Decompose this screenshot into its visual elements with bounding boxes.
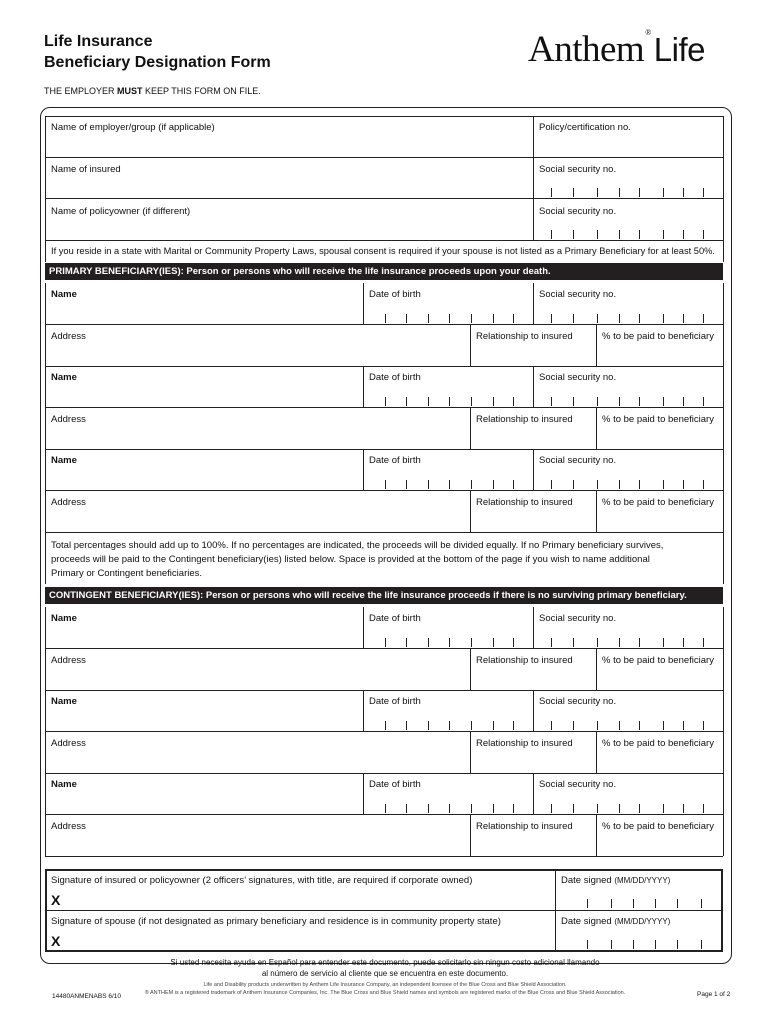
rule: [45, 731, 723, 732]
rule: [45, 532, 46, 584]
employer-note-post: KEEP THIS FORM ON FILE.: [142, 86, 261, 96]
address-label: Address: [51, 497, 86, 508]
rule: [470, 407, 471, 449]
percent-label: % to be paid to beneficiary: [602, 821, 714, 832]
rule: [723, 283, 724, 366]
date-of-birth-label: Date of birth: [369, 289, 421, 300]
name-label: Name: [51, 372, 77, 383]
form-frame: [40, 107, 732, 964]
rule: [45, 157, 723, 158]
rule: [470, 731, 471, 773]
rule: [45, 690, 723, 691]
rule: [470, 648, 471, 690]
insured-signature-field[interactable]: X: [51, 892, 61, 908]
rule: [533, 116, 534, 240]
community-property-note: If you reside in a state with Marital or Community Property Laws, spousal consent is required if your spouse is not listed as a Primary Beneficiary for at least 50%.: [51, 246, 715, 256]
name-label: Name: [51, 779, 77, 790]
rule: [723, 532, 724, 584]
percentages-note-line-3: Primary or Contingent beneficiaries.: [51, 568, 203, 579]
anthem-life-logo: [528, 28, 705, 71]
percentages-note-line-1: Total percentages should add up to 100%. If no percentages are indicated, the proceeds will be divided equally. If no Primary beneficiary survives,: [51, 540, 664, 551]
rule: [596, 324, 597, 366]
address-label: Address: [51, 331, 86, 342]
address-label: Address: [51, 414, 86, 425]
rule: [363, 283, 364, 324]
spanish-help-line-2: al número de servicio al cliente que se encuentra en este documento.: [261, 969, 509, 978]
rule: [723, 449, 724, 532]
date-of-birth-label: Date of birth: [369, 696, 421, 707]
spouse-signature-field[interactable]: X: [51, 933, 61, 949]
rule: [533, 366, 534, 407]
ssn-label: Social security no.: [539, 372, 617, 383]
title-line-1: Life Insurance: [44, 33, 153, 50]
relationship-label: Relationship to insured: [476, 414, 573, 425]
rule: [45, 532, 723, 533]
relationship-label: Relationship to insured: [476, 497, 573, 508]
date-of-birth-label: Date of birth: [369, 372, 421, 383]
primary-beneficiaries-heading: PRIMARY BENEFICIARY(IES): Person or persons who will receive the life insurance proceeds upon your death.: [45, 263, 723, 280]
date-signed-label: Date signed: [561, 875, 612, 886]
rule: [470, 814, 471, 856]
rule: [723, 607, 724, 690]
employer-name-label: Name of employer/group (if applicable): [51, 122, 215, 133]
date-format-label: (MM/DD/YYYY): [614, 917, 671, 926]
name-label: Name: [51, 613, 77, 624]
rule: [45, 324, 723, 325]
relationship-label: Relationship to insured: [476, 821, 573, 832]
contingent-beneficiaries-heading: CONTINGENT BENEFICIARY(IES): Person or persons who will receive the life insurance proceeds if there is no surviving primary beneficiary.: [45, 587, 723, 604]
rule: [45, 910, 723, 911]
address-label: Address: [51, 655, 86, 666]
rule: [596, 731, 597, 773]
percent-label: % to be paid to beneficiary: [602, 497, 714, 508]
rule: [45, 240, 723, 241]
rule: [363, 690, 364, 731]
employer-note: [44, 86, 261, 96]
rule: [45, 366, 723, 367]
spouse-date-label: [561, 916, 670, 927]
date-signed-label: Date signed: [561, 916, 612, 927]
rule: [723, 366, 724, 449]
rule: [45, 648, 723, 649]
rule: [45, 407, 723, 408]
date-of-birth-label: Date of birth: [369, 779, 421, 790]
name-label: Name: [51, 455, 77, 466]
relationship-label: Relationship to insured: [476, 331, 573, 342]
rule: [723, 116, 724, 262]
spanish-help-line-1: Si usted necesita ayuda en Español para entender este documento, puede solicitarlo sin ningun costo adicional llamando: [170, 958, 600, 967]
logo-registered-mark: ®: [645, 28, 651, 37]
rule: [470, 490, 471, 532]
percentages-note-line-2: proceeds will be paid to the Contingent beneficiary(ies) listed below. Space is provided at the bottom of the page if you wish to name additional: [51, 554, 650, 565]
underwriter-note: Life and Disability products underwritten by Anthem Life Insurance Company, an independent licensee of the Blue Cross and Blue Shield Association.: [203, 982, 567, 988]
page-number: Page 1 of 2: [697, 991, 731, 998]
employer-note-bold: MUST: [117, 86, 143, 96]
percentages-note: [51, 539, 663, 581]
rule: [533, 607, 534, 648]
rule: [596, 648, 597, 690]
rule: [596, 490, 597, 532]
rule: [363, 773, 364, 814]
logo-anthem-text: Anthem: [528, 29, 645, 70]
rule: [533, 449, 534, 490]
ssn-label: Social security no.: [539, 613, 617, 624]
policyowner-name-label: Name of policyowner (if different): [51, 206, 191, 217]
rule: [596, 407, 597, 449]
rule: [45, 856, 723, 857]
name-label: Name: [51, 696, 77, 707]
address-label: Address: [51, 821, 86, 832]
ssn-label: Social security no.: [539, 779, 617, 790]
rule: [723, 690, 724, 773]
insured-signature-label: Signature of insured or policyowner (2 officers’ signatures, with title, are required if corporate owned): [51, 875, 473, 886]
rule: [45, 198, 723, 199]
rule: [45, 814, 723, 815]
insured-name-label: Name of insured: [51, 164, 121, 175]
rule: [533, 773, 534, 814]
rule: [45, 773, 723, 774]
insured-ssn-label: Social security no.: [539, 164, 617, 175]
form-title: [44, 31, 271, 73]
rule: [470, 324, 471, 366]
percent-label: % to be paid to beneficiary: [602, 414, 714, 425]
ssn-label: Social security no.: [539, 289, 617, 300]
rule: [533, 283, 534, 324]
insured-date-label: [561, 875, 670, 886]
date-format-label: (MM/DD/YYYY): [614, 876, 671, 885]
ssn-label: Social security no.: [539, 696, 617, 707]
rule: [363, 607, 364, 648]
policy-number-label: Policy/certification no.: [539, 122, 631, 133]
relationship-label: Relationship to insured: [476, 738, 573, 749]
trademark-note: ® ANTHEM is a registered trademark of Anthem Insurance Companies, Inc. The Blue Cross and Blue Shield names and symbols are registered marks of the Blue Cross and Blue Shield Association.: [144, 990, 626, 996]
name-label: Name: [51, 289, 77, 300]
percent-label: % to be paid to beneficiary: [602, 331, 714, 342]
date-of-birth-label: Date of birth: [369, 455, 421, 466]
rule: [596, 814, 597, 856]
rule: [45, 449, 723, 450]
ssn-label: Social security no.: [539, 455, 617, 466]
form-number: 14480ANMENABS 6/10: [52, 993, 122, 1000]
policyowner-ssn-label: Social security no.: [539, 206, 617, 217]
rule: [45, 116, 723, 117]
spouse-signature-label: Signature of spouse (if not designated as primary beneficiary and residence is in community property state): [51, 916, 501, 927]
title-line-2: Beneficiary Designation Form: [44, 54, 271, 71]
relationship-label: Relationship to insured: [476, 655, 573, 666]
logo-life-text: Life: [653, 31, 705, 68]
address-label: Address: [51, 738, 86, 749]
percent-label: % to be paid to beneficiary: [602, 655, 714, 666]
rule: [363, 366, 364, 407]
rule: [45, 490, 723, 491]
rule: [533, 690, 534, 731]
employer-note-pre: THE EMPLOYER: [44, 86, 118, 96]
rule: [363, 449, 364, 490]
rule: [723, 773, 724, 856]
date-of-birth-label: Date of birth: [369, 613, 421, 624]
percent-label: % to be paid to beneficiary: [602, 738, 714, 749]
